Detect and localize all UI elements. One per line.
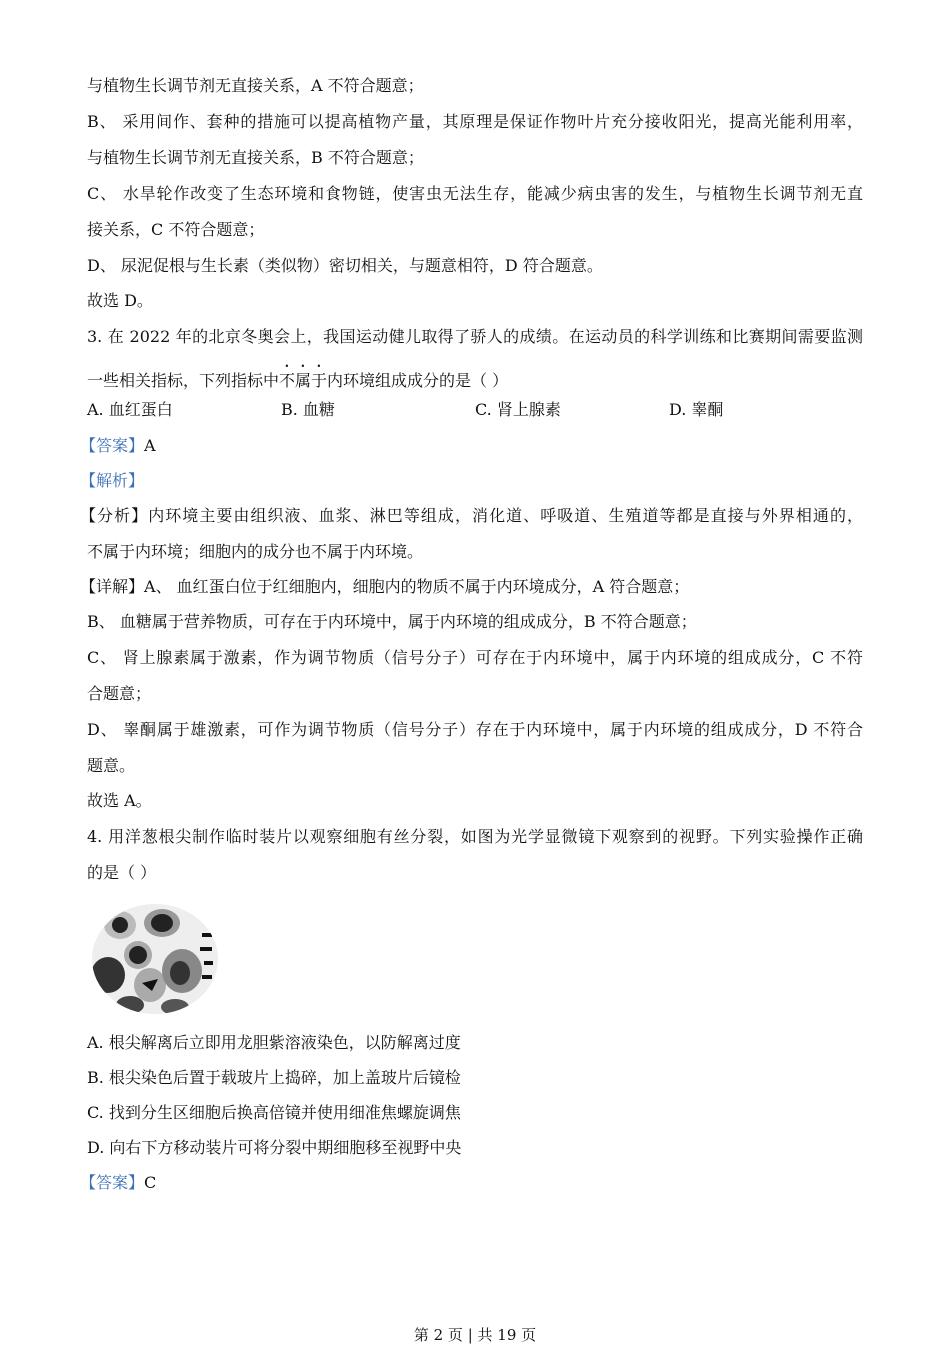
fenxi-tag: 【分析】 (80, 506, 149, 525)
answer-value: C (144, 1173, 157, 1192)
text-line: 与植物生长调节剂无直接关系，A 不符合题意； (87, 76, 424, 95)
option-d: D. 睾酮 (669, 400, 724, 419)
detail-tag: 【详解】 (80, 577, 145, 596)
text: 内环境主要由组织液、血浆、淋巴等组成，消化道、呼吸道、生殖道等都是直接与外界相通的， (148, 506, 863, 525)
detail-line: C、 肾上腺素属于激素，作为调节物质（信号分子）可存在于内环境中，属于内环境的组成成分，C 不符 (87, 648, 863, 667)
text-line: 与植物生长调节剂无直接关系，B 不符合题意； (87, 148, 424, 167)
option-a: A. 血红蛋白 (87, 400, 173, 419)
detail-line: 合题意； (87, 684, 152, 703)
text-line: C、 水旱轮作改变了生态环境和食物链，使害虫无法生存，能减少病虫害的发生，与植物生长调节剂无直 (87, 184, 863, 203)
text-line: 接关系，C 不符合题意； (87, 220, 265, 239)
question-3-stem: 3. 在 2022 年的北京冬奥会上，我国运动健儿取得了骄人的成绩。在运动员的科学训练和比赛期间需要监测 (87, 327, 863, 346)
question-4-stem: 4. 用洋葱根尖制作临时装片以观察细胞有丝分裂，如图为光学显微镜下观察到的视野。下列实验操作正确 (87, 827, 863, 846)
option-a: A. 根尖解离后立即用龙胆紫溶液染色，以防解离过度 (87, 1033, 461, 1052)
detail-line (80, 576, 689, 598)
emphasis-text: 不属于 (279, 371, 328, 390)
detail-line: 题意。 (87, 756, 136, 775)
option-d: D. 向右下方移动装片可将分裂中期细胞移至视野中央 (87, 1138, 462, 1157)
option-b: B. 根尖染色后置于载玻片上捣碎，加上盖玻片后镜检 (87, 1068, 461, 1087)
answer (80, 1172, 156, 1194)
detail-line: 故选 A。 (87, 791, 152, 810)
microscope-field-image (90, 903, 220, 1015)
question-4-stem-2: 的是（ ） (87, 863, 157, 882)
analysis-heading (80, 470, 144, 492)
answer-tag: 【答案】 (80, 1173, 145, 1192)
detail-line: D、 睾酮属于雄激素，可作为调节物质（信号分子）存在于内环境中，属于内环境的组成成分，D 不符合 (87, 720, 863, 739)
analysis-line: 不属于内环境；细胞内的成分也不属于内环境。 (87, 542, 424, 561)
answer-tag: 【答案】 (80, 436, 145, 455)
option-c: C. 找到分生区细胞后换高倍镜并使用细准焦螺旋调焦 (87, 1103, 461, 1122)
text: A、 血红蛋白位于红细胞内，细胞内的物质不属于内环境成分，A 符合题意； (144, 577, 690, 596)
text: 一些相关指标，下列指标中 (87, 371, 280, 390)
text-line: B、 采用间作、套种的措施可以提高植物产量，其原理是保证作物叶片充分接收阳光，提高光能利用率， (87, 112, 863, 131)
text: 内环境组成成分的是（ ） (327, 371, 509, 390)
analysis-tag: 【解析】 (80, 471, 145, 490)
text-line: D、 尿泥促根与生长素（类似物）密切相关，与题意相符，D 符合题意。 (87, 256, 603, 275)
analysis-line (80, 505, 863, 527)
answer-value: A (144, 436, 156, 455)
question-3-options (87, 399, 723, 421)
option-c: C. 肾上腺素 (475, 400, 561, 419)
option-b: B. 血糖 (281, 400, 335, 419)
detail-line: B、 血糖属于营养物质，可存在于内环境中，属于内环境的组成成分，B 不符合题意； (87, 612, 697, 631)
answer (80, 435, 156, 457)
text-line: 故选 D。 (87, 291, 153, 310)
question-3-stem-2 (87, 362, 508, 392)
page-footer: 第 2 页 | 共 19 页 (413, 1326, 537, 1344)
